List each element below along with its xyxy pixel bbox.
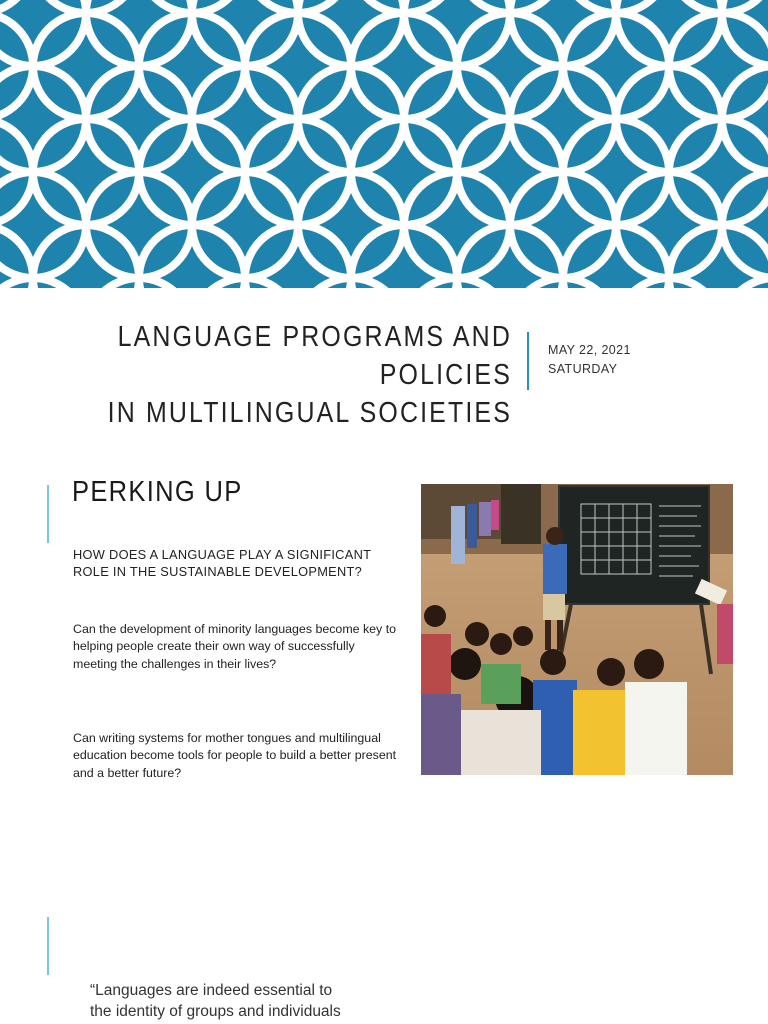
question-2: Can the development of minority languages become key to helping people create their own way of successfully meeting the challenges in their lives? <box>73 622 397 671</box>
quote-accent-bar <box>47 917 49 975</box>
decorative-pattern-banner <box>0 0 768 288</box>
day-text: SATURDAY <box>548 362 618 376</box>
quote-line-2: the identity of groups and individuals <box>90 1003 341 1020</box>
presentation-title <box>89 318 512 432</box>
quote-line-1: “Languages are indeed essential to <box>90 982 333 999</box>
date-text: MAY 22, 2021 <box>548 343 631 357</box>
title-line-2: IN MULTILINGUAL SOCIETIES <box>107 397 512 429</box>
section-accent-bar <box>47 485 49 543</box>
section-heading: PERKING UP <box>72 476 243 508</box>
classroom-photo <box>421 484 733 775</box>
question-3: Can writing systems for mother tongues and multilingual education become tools for people to build a better present and a better future? <box>73 731 397 780</box>
question-1: HOW DOES A LANGUAGE PLAY A SIGNIFICANT ROLE IN THE SUSTAINABLE DEVELOPMENT? <box>73 547 371 579</box>
date-block <box>548 341 631 379</box>
title-line-1: LANGUAGE PROGRAMS AND POLICIES <box>117 321 513 391</box>
quote-text <box>90 980 390 1022</box>
title-divider <box>527 332 529 390</box>
